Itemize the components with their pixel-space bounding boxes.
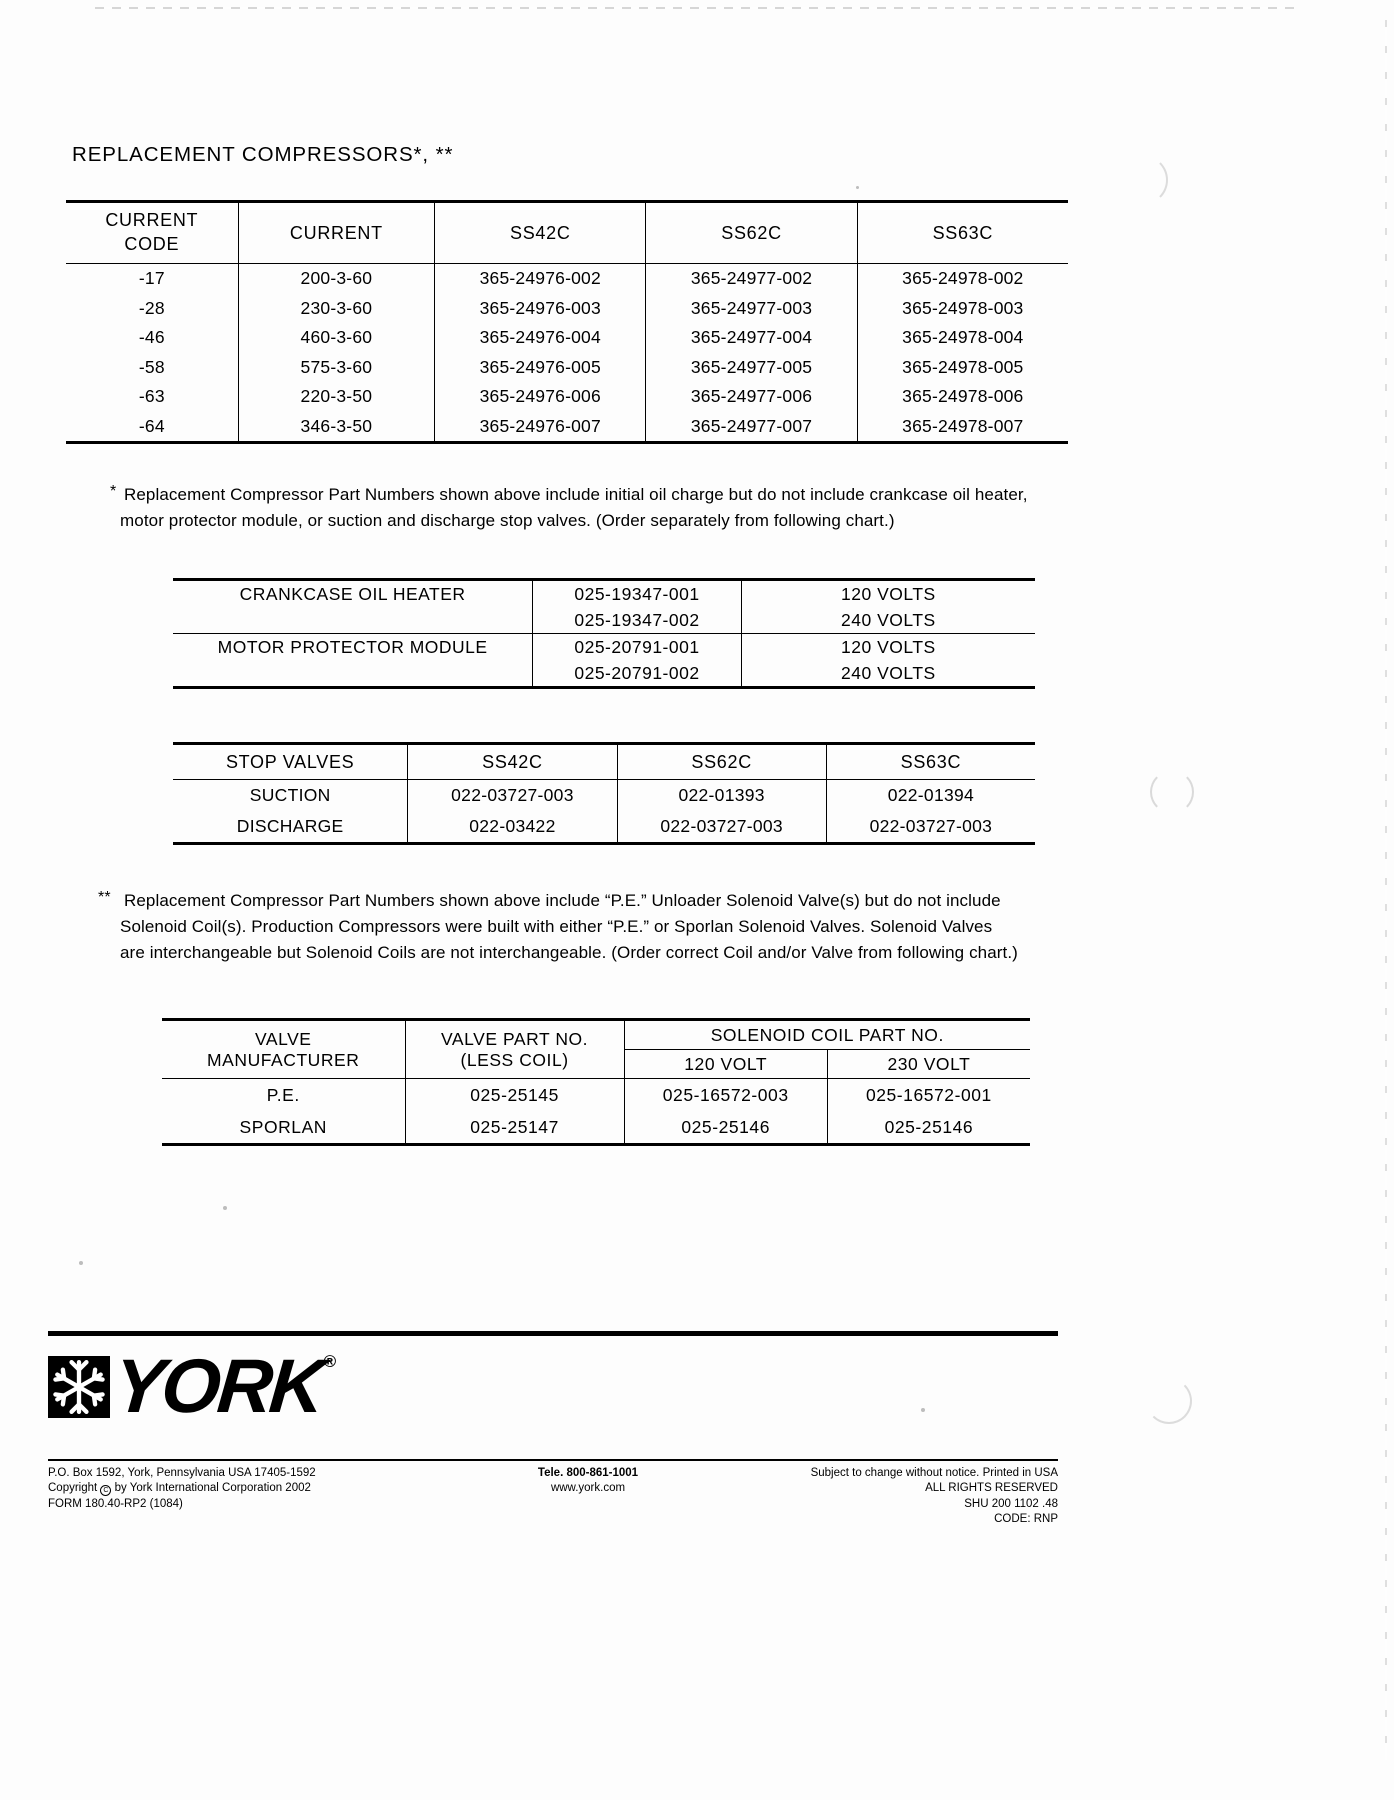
cell-ss62c: 022-03727-003 bbox=[617, 811, 826, 844]
cell-ss62c: 365-24977-004 bbox=[646, 323, 857, 353]
header-ss63c: SS63C bbox=[857, 202, 1068, 264]
cell-ss62c: 365-24977-003 bbox=[646, 294, 857, 324]
table-row bbox=[66, 264, 1068, 294]
cell-accessory-name bbox=[173, 660, 533, 688]
table-header-row bbox=[173, 744, 1035, 780]
cell-ss63c: 365-24978-002 bbox=[857, 264, 1068, 294]
scan-artifact-mark-1 bbox=[1118, 155, 1168, 205]
table-row bbox=[66, 323, 1068, 353]
footer-address: P.O. Box 1592, York, Pennsylvania USA 17405-1592 bbox=[48, 1467, 316, 1479]
header-valve-manufacturer-line2: MANUFACTURER bbox=[207, 1049, 360, 1070]
table-row bbox=[66, 382, 1068, 412]
footnote-line-3: are interchangeable but Solenoid Coils are not interchangeable. (Order correct Coil and/or Valve from following chart.) bbox=[120, 942, 1018, 962]
cell-ss62c: 365-24977-006 bbox=[646, 382, 857, 412]
scan-speck bbox=[921, 1408, 925, 1412]
cell-ss42c: 022-03727-003 bbox=[408, 780, 617, 812]
scan-speck bbox=[79, 1261, 83, 1265]
footnote-marker: ** bbox=[98, 889, 111, 906]
cell-ss42c: 365-24976-004 bbox=[435, 323, 646, 353]
cell-ss62c: 365-24977-002 bbox=[646, 264, 857, 294]
cell-current: 575-3-60 bbox=[238, 353, 435, 383]
cell-accessory-name: CRANKCASE OIL HEATER bbox=[239, 583, 466, 604]
header-ss62c: SS62C bbox=[617, 744, 826, 780]
cell-accessory-name: MOTOR PROTECTOR MODULE bbox=[217, 636, 488, 657]
footnote-line-2: motor protector module, or suction and discharge stop valves. (Order separately from following chart.) bbox=[120, 510, 895, 530]
cell-coil-230v: 025-25146 bbox=[827, 1111, 1030, 1145]
cell-current: 220-3-50 bbox=[238, 382, 435, 412]
header-stop-valves: STOP VALVES bbox=[225, 751, 355, 772]
york-logo bbox=[48, 1343, 337, 1429]
header-ss62c: SS62C bbox=[646, 202, 857, 264]
footer-divider-thick bbox=[48, 1331, 1058, 1336]
scan-edge-top bbox=[95, 7, 1295, 9]
cell-current: 200-3-60 bbox=[238, 264, 435, 294]
header-coil-120v: 120 VOLT bbox=[624, 1050, 827, 1079]
cell-accessory-volts: 240 VOLTS bbox=[741, 660, 1035, 688]
footer-address-block bbox=[48, 1466, 316, 1512]
footer-telephone: Tele. 800-861-1001 bbox=[537, 1467, 639, 1479]
header-current-code-line2: CODE bbox=[124, 234, 180, 254]
header-ss42c: SS42C bbox=[408, 744, 617, 780]
header-valve-part-no-line1: VALVE PART NO. bbox=[440, 1028, 589, 1049]
header-current: CURRENT bbox=[238, 202, 435, 264]
footer-copyright-pre: Copyright bbox=[48, 1482, 101, 1495]
cell-manufacturer: P.E. bbox=[266, 1084, 300, 1105]
cell-ss62c: 365-24977-007 bbox=[646, 412, 857, 443]
header-valve-manufacturer-line1: VALVE bbox=[254, 1028, 312, 1049]
cell-accessory-part: 025-19347-002 bbox=[533, 607, 742, 634]
table-row bbox=[173, 780, 1035, 812]
cell-valve-part: 025-25145 bbox=[405, 1079, 624, 1112]
cell-ss42c: 365-24976-002 bbox=[435, 264, 646, 294]
cell-ss63c: 365-24978-007 bbox=[857, 412, 1068, 443]
york-wordmark: YORK bbox=[110, 1343, 326, 1429]
cell-ss63c: 365-24978-005 bbox=[857, 353, 1068, 383]
cell-ss63c: 022-03727-003 bbox=[826, 811, 1035, 844]
cell-manufacturer: SPORLAN bbox=[239, 1116, 327, 1137]
cell-current-code: -28 bbox=[138, 297, 165, 318]
cell-ss63c: 022-01394 bbox=[826, 780, 1035, 812]
footer-notice: Subject to change without notice. Printed in USA bbox=[810, 1467, 1058, 1479]
cell-ss42c: 365-24976-007 bbox=[435, 412, 646, 443]
cell-ss62c: 022-01393 bbox=[617, 780, 826, 812]
page-title: REPLACEMENT COMPRESSORS*, ** bbox=[72, 143, 454, 166]
snowflake-icon bbox=[48, 1356, 110, 1418]
cell-accessory-volts: 120 VOLTS bbox=[741, 580, 1035, 608]
cell-current-code: -58 bbox=[138, 356, 165, 377]
table-row bbox=[173, 811, 1035, 844]
cell-coil-120v: 025-16572-003 bbox=[624, 1079, 827, 1112]
header-ss42c: SS42C bbox=[435, 202, 646, 264]
cell-ss42c: 365-24976-003 bbox=[435, 294, 646, 324]
scan-speck bbox=[856, 186, 859, 189]
cell-ss42c: 022-03422 bbox=[408, 811, 617, 844]
cell-ss42c: 365-24976-005 bbox=[435, 353, 646, 383]
scan-speck bbox=[223, 1206, 227, 1210]
header-valve-manufacturer bbox=[162, 1020, 405, 1079]
footnote-single-asterisk bbox=[110, 482, 1070, 534]
cell-current-code: -17 bbox=[138, 268, 165, 289]
footer-rights: ALL RIGHTS RESERVED bbox=[925, 1482, 1058, 1495]
cell-current-code: -46 bbox=[138, 327, 165, 348]
cell-coil-120v: 025-25146 bbox=[624, 1111, 827, 1145]
registered-trademark-icon: ® bbox=[323, 1352, 337, 1371]
table-row bbox=[162, 1079, 1030, 1112]
header-current-code-line1: CURRENT bbox=[105, 210, 199, 231]
table-row bbox=[173, 660, 1035, 688]
cell-ss63c: 365-24978-003 bbox=[857, 294, 1068, 324]
footer-contact-block bbox=[478, 1466, 698, 1497]
cell-accessory-part: 025-20791-001 bbox=[533, 634, 742, 661]
cell-coil-230v: 025-16572-001 bbox=[827, 1079, 1030, 1112]
table-header-row bbox=[66, 202, 1068, 264]
stop-valves-table bbox=[173, 742, 1035, 845]
footnote-double-asterisk bbox=[98, 888, 1073, 965]
table-header-row-top bbox=[162, 1020, 1030, 1050]
cell-accessory-part: 025-20791-002 bbox=[533, 660, 742, 688]
cell-valve-part: 025-25147 bbox=[405, 1111, 624, 1145]
footnote-marker: * bbox=[110, 483, 117, 500]
scan-edge-right bbox=[1385, 20, 1387, 1760]
accessories-table bbox=[173, 578, 1035, 689]
cell-ss42c: 365-24976-006 bbox=[435, 382, 646, 412]
scan-artifact-mark-2 bbox=[1150, 770, 1194, 814]
footnote-line-1: Replacement Compressor Part Numbers shown above include initial oil charge but do not include crankcase oil heater, bbox=[124, 485, 1028, 504]
header-valve-part-no-line2: (LESS COIL) bbox=[460, 1049, 569, 1070]
cell-current: 460-3-60 bbox=[238, 323, 435, 353]
cell-current-code: -63 bbox=[138, 386, 165, 407]
valve-manufacturer-table bbox=[162, 1018, 1030, 1146]
footer-print-code: SHU 200 1102 .48 bbox=[964, 1497, 1058, 1510]
footer-code: CODE: RNP bbox=[994, 1512, 1058, 1525]
table-row bbox=[66, 353, 1068, 383]
footer-copyright bbox=[48, 1481, 316, 1496]
table-row bbox=[173, 634, 1035, 661]
cell-accessory-volts: 120 VOLTS bbox=[741, 634, 1035, 661]
footer-form-number: FORM 180.40-RP2 (1084) bbox=[48, 1497, 183, 1510]
table-row bbox=[173, 580, 1035, 608]
header-ss63c: SS63C bbox=[826, 744, 1035, 780]
footnote-line-1: Replacement Compressor Part Numbers shown above include “P.E.” Unloader Solenoid Valve(s) but do not include bbox=[124, 891, 1001, 910]
table-row bbox=[66, 294, 1068, 324]
cell-current-code: -64 bbox=[138, 415, 165, 436]
cell-current: 230-3-60 bbox=[238, 294, 435, 324]
scan-artifact-mark-3 bbox=[1146, 1378, 1192, 1424]
table-row bbox=[66, 412, 1068, 443]
copyright-icon: C bbox=[100, 1485, 111, 1496]
cell-accessory-name bbox=[173, 607, 533, 634]
cell-ss62c: 365-24977-005 bbox=[646, 353, 857, 383]
header-solenoid-coil-group: SOLENOID COIL PART NO. bbox=[624, 1020, 1030, 1050]
table-row bbox=[173, 607, 1035, 634]
header-valve-part-no bbox=[405, 1020, 624, 1079]
footer-website[interactable]: www.york.com bbox=[550, 1482, 626, 1495]
footnote-line-2: Solenoid Coil(s). Production Compressors were built with either “P.E.” or Sporlan Solenoid Valves. Solenoid Valves bbox=[120, 916, 993, 936]
table-row bbox=[162, 1111, 1030, 1145]
cell-accessory-volts: 240 VOLTS bbox=[741, 607, 1035, 634]
replacement-compressors-table bbox=[66, 200, 1068, 444]
cell-ss63c: 365-24978-004 bbox=[857, 323, 1068, 353]
header-current-code bbox=[66, 202, 238, 264]
footer-divider-thin bbox=[48, 1459, 1058, 1461]
cell-current: 346-3-50 bbox=[238, 412, 435, 443]
cell-ss63c: 365-24978-006 bbox=[857, 382, 1068, 412]
cell-accessory-part: 025-19347-001 bbox=[533, 580, 742, 608]
header-coil-230v: 230 VOLT bbox=[827, 1050, 1030, 1079]
cell-valve-type: DISCHARGE bbox=[236, 816, 344, 836]
footer-legal-block bbox=[811, 1466, 1058, 1527]
footer-copyright-post: by York International Corporation 2002 bbox=[111, 1482, 311, 1495]
cell-valve-type: SUCTION bbox=[249, 785, 331, 805]
